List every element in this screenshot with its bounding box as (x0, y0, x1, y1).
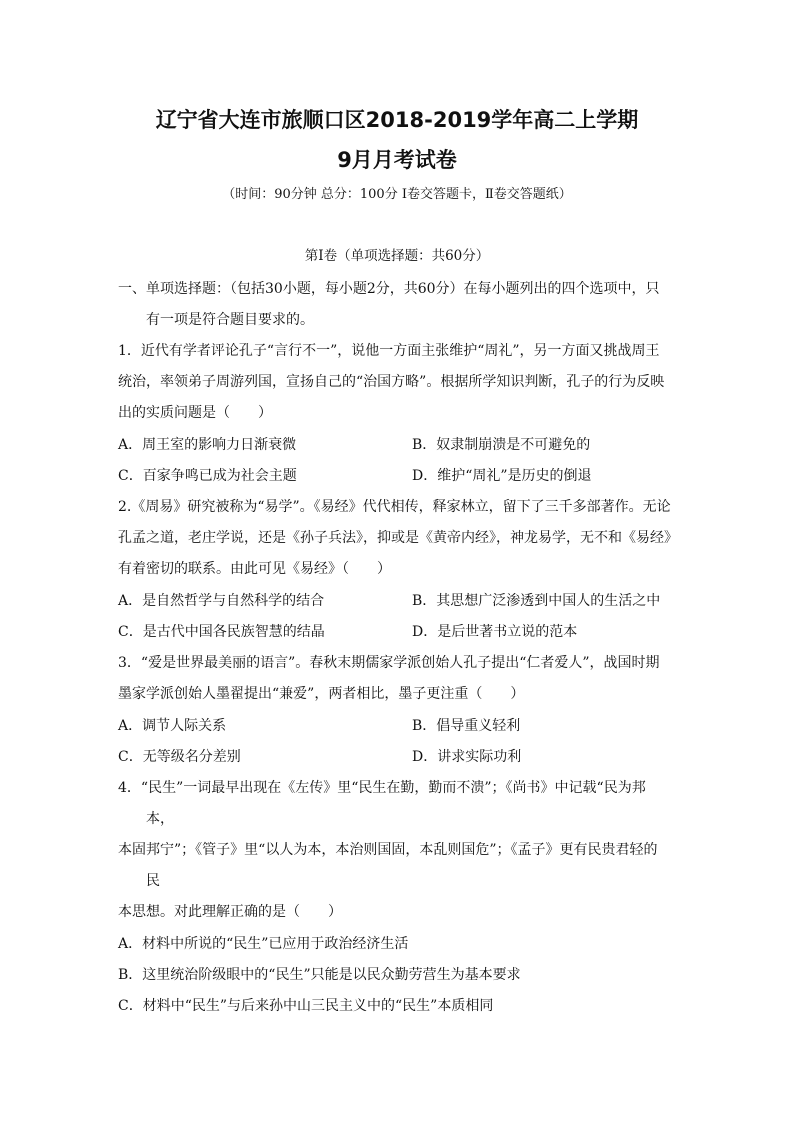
question-1-stem-line: 1．近代有学者评论孔子“言行不一”，说他一方面主张维护“周礼”，另一方面又挑战周王 (118, 343, 660, 359)
question-2-option-b: B．其思想广泛渗透到中国人的生活之中 (412, 593, 661, 609)
question-3-option-a: A．调节人际关系 (118, 718, 227, 734)
question-1-option-c: C．百家争鸣已成为社会主题 (118, 468, 297, 484)
question-4-stem-line: 民 (146, 873, 160, 889)
question-4-stem-line: 本， (146, 811, 174, 827)
question-1-option-b: B．奴隶制崩溃是不可避免的 (412, 437, 591, 453)
question-3-stem-line: 墨家学派创始人墨翟提出“兼爱”，两者相比，墨子更注重（ ） (118, 686, 525, 702)
question-2-stem-line: 孔孟之道，老庄学说，还是《孙子兵法》，抑或是《黄帝内经》，神龙易学，无不和《易经》 (118, 530, 678, 546)
question-4-stem-line: 4．“民生”一词最早出现在《左传》里“民生在勤，勤而不溃”；《尚书》中记载“民为邦 (118, 780, 646, 796)
question-4-option-a: A．材料中所说的“民生”已应用于政治经济生活 (118, 936, 409, 952)
exam-title-line2: 9月月考试卷 (337, 148, 457, 172)
instruction-line: 有一项是符合题目要求的。 (146, 312, 314, 328)
exam-subtitle: （时间：90分钟 总分：100分 Ⅰ卷交答题卡，Ⅱ卷交答题纸） (222, 187, 572, 202)
question-4-stem-line: 本固邦宁”；《管子》里“以人为本，本治则国固，本乱则国危”；《孟子》更有民贵君轻的 (118, 842, 658, 858)
question-1-stem-line: 出的实质问题是（ ） (118, 405, 272, 421)
question-3-stem-line: 3．“爱是世界最美丽的语言”。春秋末期儒家学派创始人孔子提出“仁者爱人”，战国时期 (118, 655, 660, 671)
question-3-option-d: D．讲求实际功利 (412, 749, 522, 765)
question-3-option-b: B．倡导重义轻利 (412, 718, 521, 734)
question-2-option-d: D．是后世著书立说的范本 (412, 624, 578, 640)
question-1-option-d: D．维护“周礼”是历史的倒退 (412, 468, 592, 484)
exam-title-line1: 辽宁省大连市旅顺口区2018-2019学年高二上学期 (155, 108, 639, 132)
question-2-stem-line: 2.《周易》研究被称为“易学”。《易经》代代相传，释家林立，留下了三千多部著作。无论 (118, 499, 671, 515)
question-4-option-b: B．这里统治阶级眼中的“民生”只能是以民众勤劳营生为基本要求 (118, 967, 521, 983)
question-1-stem-line: 统治，率领弟子周游列国，宣扬自己的“治国方略”。根据所学知识判断，孔子的行为反映 (118, 374, 665, 390)
instruction-line: 一、单项选择题：（包括30小题，每小题2分，共60分）在每小题列出的四个选项中，只 (118, 281, 660, 297)
question-1-option-a: A．周王室的影响力日渐衰微 (118, 437, 297, 453)
question-2-option-a: A．是自然哲学与自然科学的结合 (118, 593, 325, 609)
question-4-stem-line: 本思想。对此理解正确的是（ ） (118, 904, 342, 920)
question-2-stem-line: 有着密切的联系。由此可见《易经》（ ） (118, 561, 391, 577)
question-4-option-c: C．材料中“民生”与后来孙中山三民主义中的“民生”本质相同 (118, 998, 494, 1014)
question-2-option-c: C．是古代中国各民族智慧的结晶 (118, 624, 325, 640)
section-heading: 第Ⅰ卷（单项选择题：共60分） (304, 248, 490, 264)
question-3-option-c: C．无等级名分差别 (118, 749, 241, 765)
